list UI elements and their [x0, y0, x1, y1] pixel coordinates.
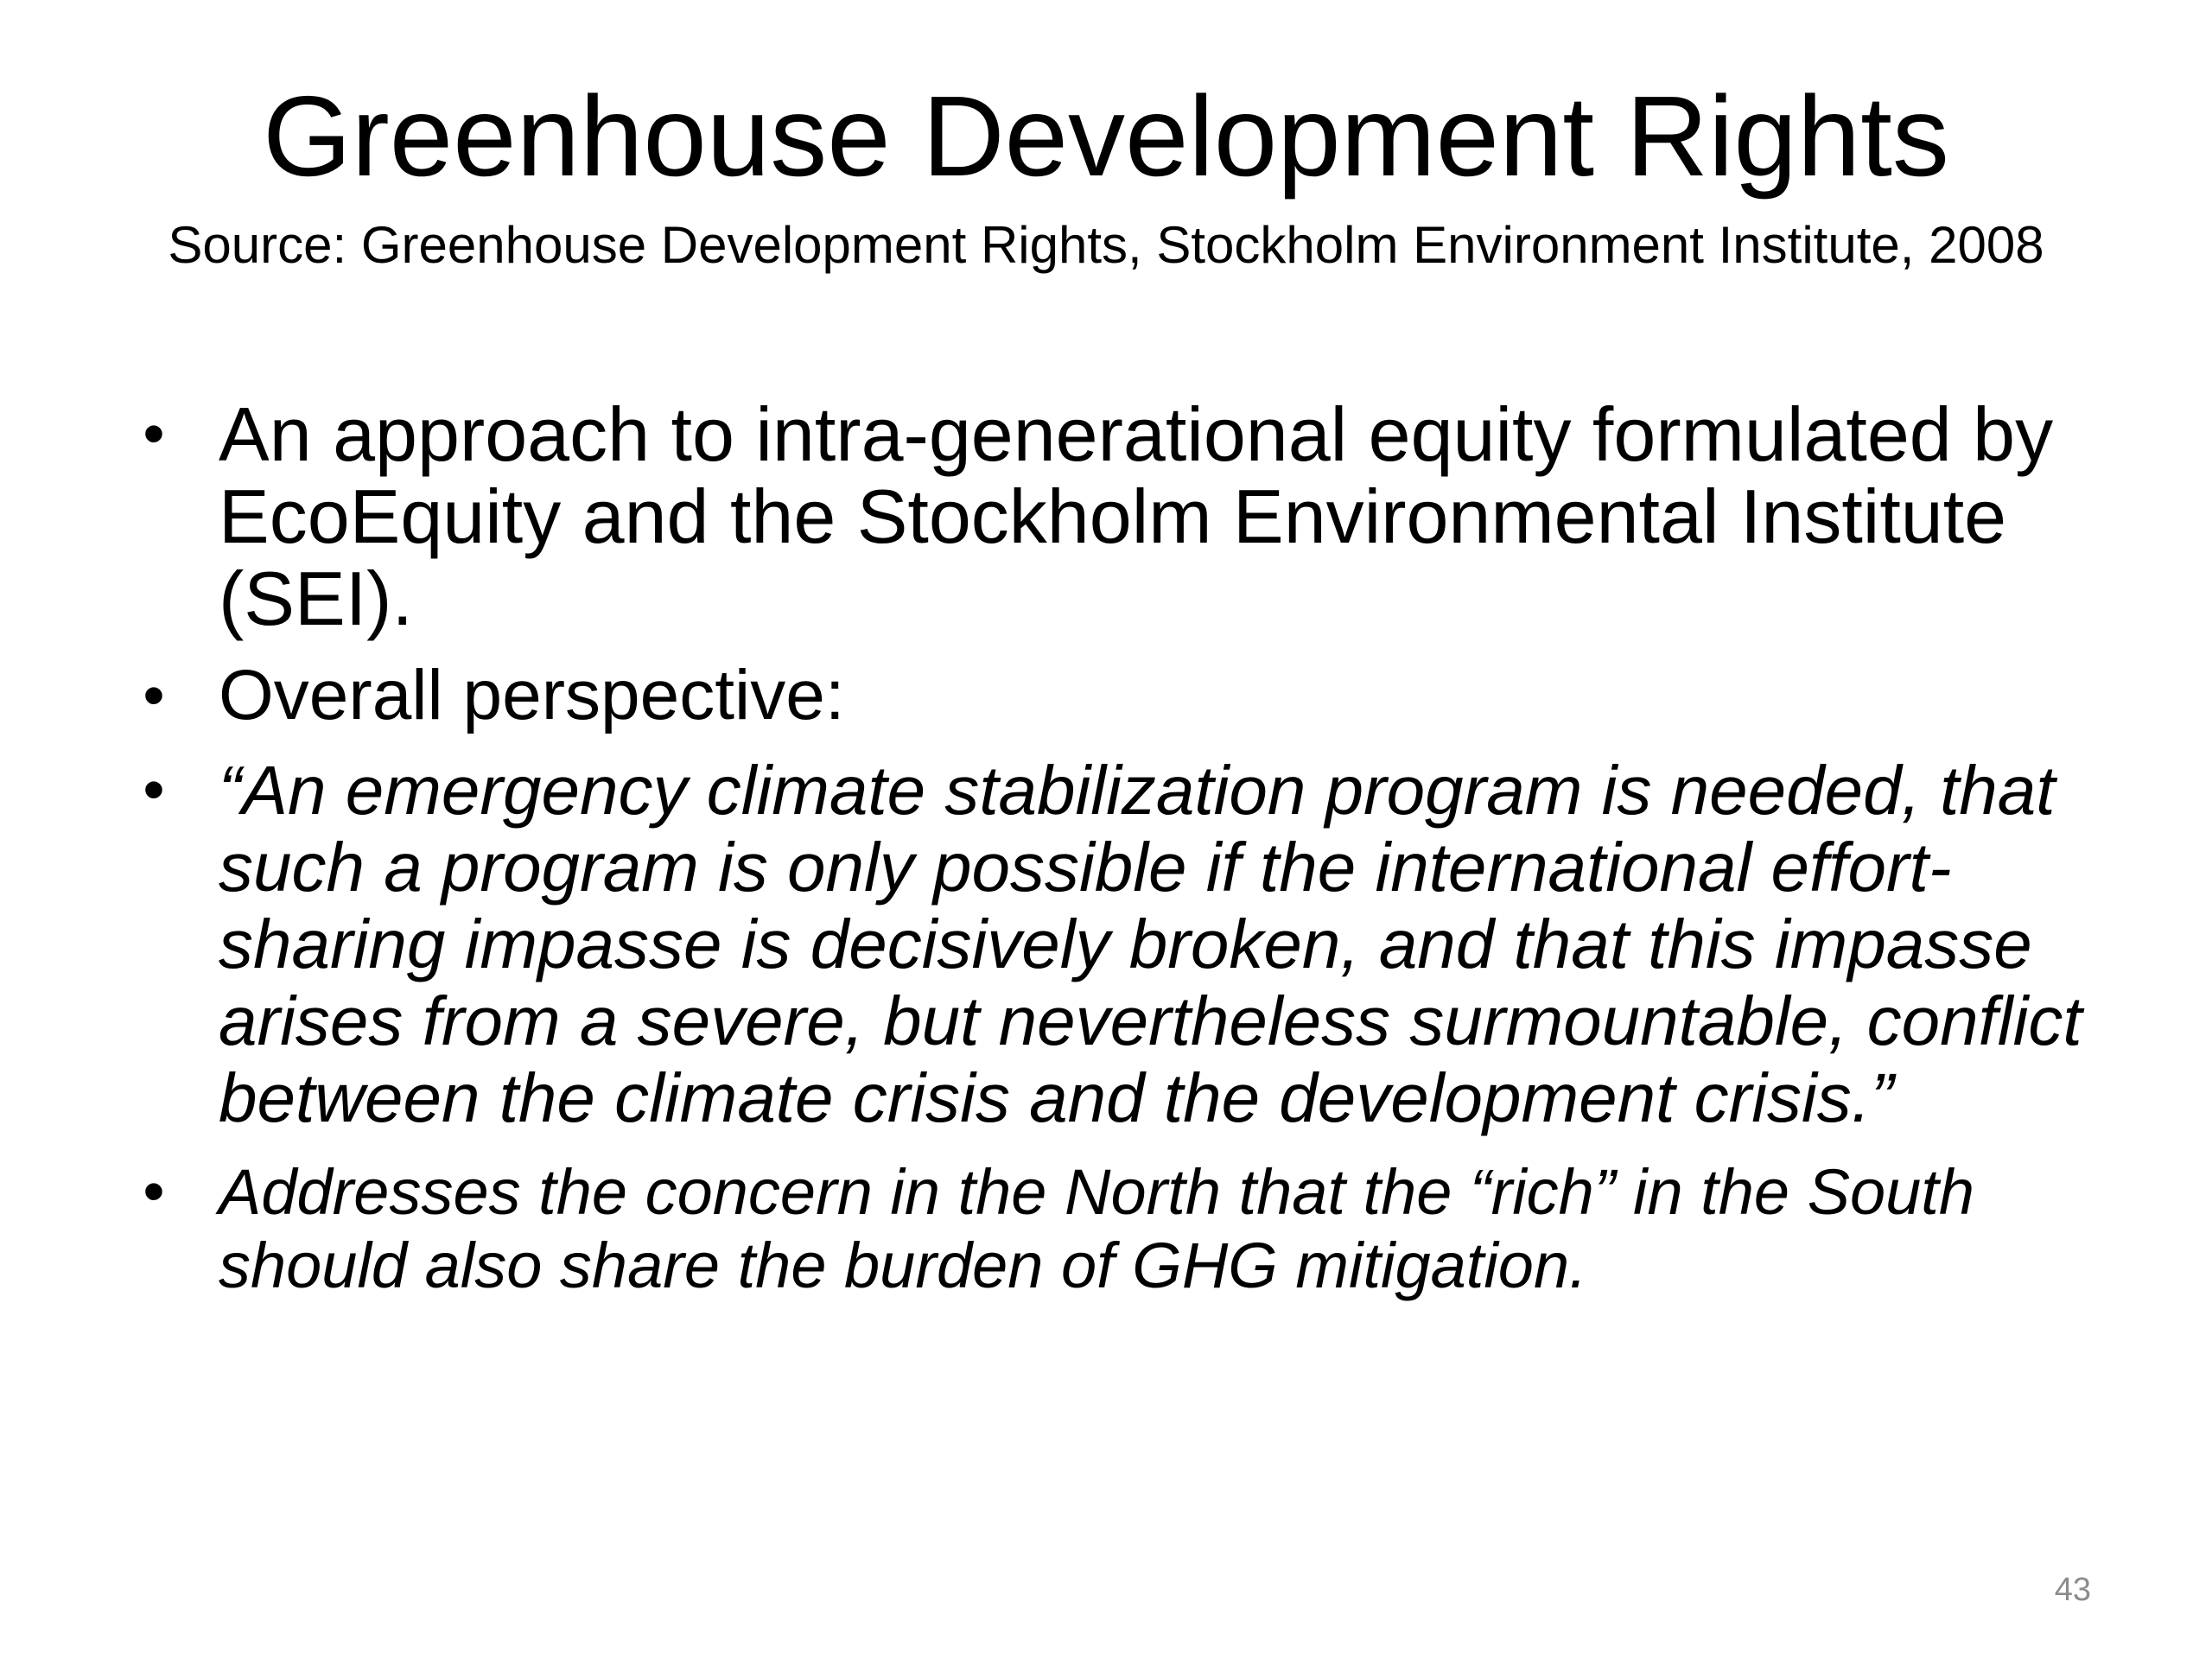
bullet-list: [128, 393, 2115, 1302]
bullet-marker: •: [143, 661, 165, 730]
bullet-marker: •: [143, 755, 165, 824]
page-number: 43: [2054, 1572, 2091, 1608]
bullet-marker: •: [143, 1157, 165, 1226]
bullet-item-quote: [128, 752, 2115, 1136]
bullet-item: [128, 1155, 2115, 1302]
slide-source: Source: Greenhouse Development Rights, Stockholm Environment Institute, 2008: [168, 216, 2044, 274]
bullet-text: “An emergency climate stabilization program is needed, that such a program is only possible if the international effort-sharing impasse is decisively broken, and that this impasse arises from a severe, but nevertheless surmountable, conflict between the climate crisis and the development crisis.”: [219, 752, 2082, 1136]
bullet-marker: •: [143, 399, 165, 468]
bullet-text: An approach to intra-generational equity formulated by EcoEquity and the Stockholm Environmental Institute (SEI).: [219, 391, 2054, 641]
slide-title: Greenhouse Development Rights: [263, 73, 1949, 200]
bullet-item: [128, 393, 2115, 639]
bullet-text: Overall perspective:: [219, 656, 845, 734]
bullet-item: [128, 657, 2115, 734]
bullet-text: Addresses the concern in the North that the “rich” in the South should also share the burden of GHG mitigation.: [219, 1156, 1975, 1301]
